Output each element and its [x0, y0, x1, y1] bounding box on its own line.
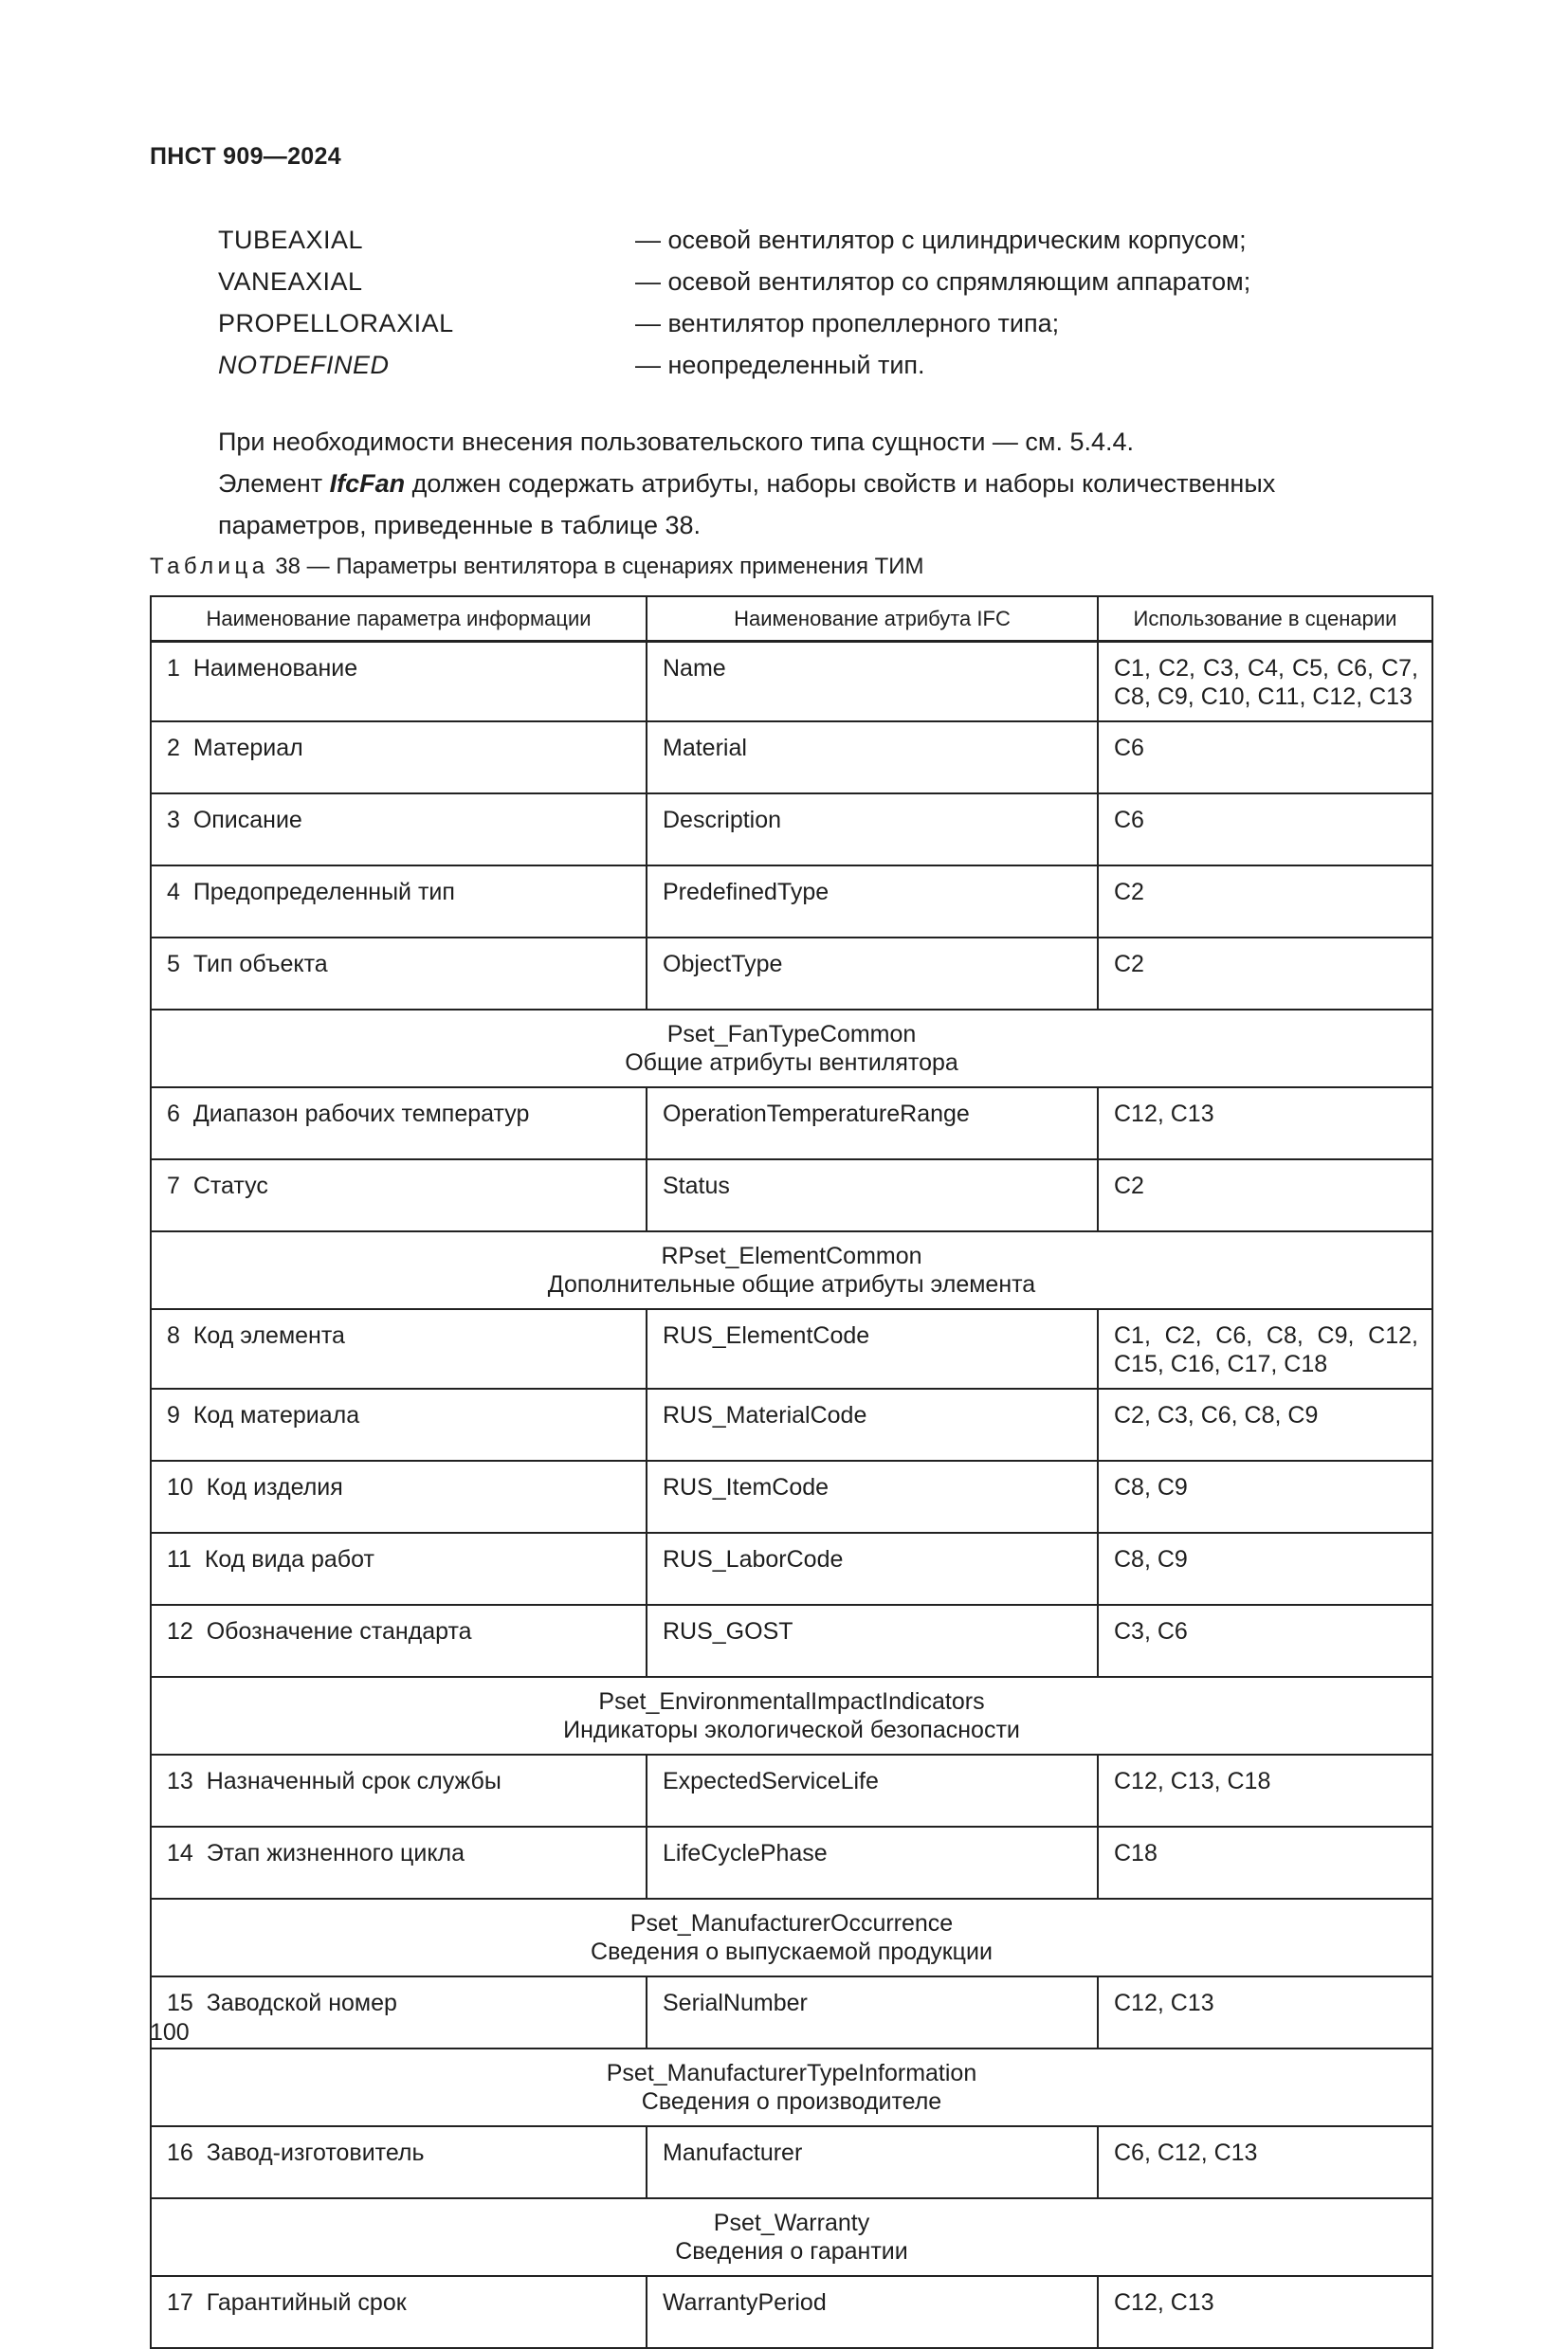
ifc-attribute-cell: ExpectedServiceLife: [647, 1755, 1098, 1827]
table-caption: [150, 554, 924, 580]
enum-code: PROPELLORAXIAL: [218, 309, 454, 337]
enum-list: [218, 226, 1356, 392]
parameter-name: Описание: [192, 807, 302, 833]
standard-designation: ПНСТ 909—2024: [150, 143, 341, 170]
parameter-number: 15: [167, 1990, 193, 2016]
table-row: [151, 1827, 1432, 1899]
paragraph-text: При необходимости внесения пользовательского типа сущности — см. 5.4.4.: [218, 428, 1135, 456]
parameter-name-cell: [151, 865, 647, 938]
property-set-name: Pset_ManufacturerOccurrence: [629, 1910, 954, 1937]
scenario-usage-cell: С2: [1098, 938, 1432, 1010]
parameter-name: Гарантийный срок: [206, 2289, 407, 2316]
table-row: [151, 938, 1432, 1010]
ifc-attribute-cell: Manufacturer: [647, 2126, 1098, 2198]
scenario-usage-cell: С12, С13: [1098, 1976, 1432, 2049]
property-set-description: Сведения о гарантии: [675, 2238, 908, 2265]
parameter-name-cell: [151, 938, 647, 1010]
enum-code: TUBEAXIAL: [218, 226, 364, 254]
parameter-name: Материал: [192, 735, 303, 761]
parameter-name: Этап жизненного цикла: [206, 1840, 465, 1866]
parameter-number: 12: [167, 1618, 193, 1645]
property-set-name: RPset_ElementCommon: [661, 1243, 922, 1269]
parameter-number: 7: [167, 1173, 180, 1199]
table-group-row: [151, 2198, 1432, 2276]
ifc-attribute-cell: Name: [647, 642, 1098, 722]
parameter-name-cell: [151, 642, 647, 722]
property-set-header: [151, 1010, 1432, 1087]
property-set-description: Общие атрибуты вентилятора: [625, 1049, 958, 1076]
column-header-usage: Использование в сценарии: [1098, 596, 1432, 642]
property-set-header: [151, 1899, 1432, 1976]
parameter-number: 13: [167, 1768, 193, 1794]
table-group-row: [151, 1899, 1432, 1976]
parameter-name: Статус: [192, 1173, 268, 1199]
property-set-name: Pset_Warranty: [713, 2210, 870, 2236]
parameter-name-cell: [151, 1159, 647, 1231]
enum-code: NOTDEFINED: [218, 351, 390, 379]
property-set-name: Pset_FanTypeCommon: [666, 1021, 917, 1047]
table-row: [151, 865, 1432, 938]
property-set-name: Pset_ManufacturerTypeInformation: [606, 2060, 977, 2086]
parameter-number: 8: [167, 1322, 180, 1349]
paragraph-ifcfan: [150, 463, 1430, 546]
scenario-usage-cell: С8, С9: [1098, 1533, 1432, 1605]
parameter-number: 11: [167, 1546, 191, 1573]
ifc-attribute-cell: SerialNumber: [647, 1976, 1098, 2049]
property-set-header: [151, 1231, 1432, 1309]
enum-item: [218, 309, 1356, 351]
parameter-name-cell: [151, 1309, 647, 1389]
scenario-usage-cell: С6: [1098, 793, 1432, 865]
ifc-attribute-cell: Description: [647, 793, 1098, 865]
scenario-usage-cell: С8, С9: [1098, 1461, 1432, 1533]
parameter-name: Наименование: [192, 655, 358, 682]
table-row: [151, 1309, 1432, 1389]
table-row: [151, 1087, 1432, 1159]
parameter-name: Код элемента: [192, 1322, 345, 1349]
enum-description: — осевой вентилятор со спрямляющим аппаратом;: [635, 267, 1251, 296]
parameter-name: Код вида работ: [204, 1546, 374, 1573]
paragraph-text: [150, 463, 1430, 546]
ifc-attribute-cell: RUS_GOST: [647, 1605, 1098, 1677]
parameter-number: 10: [167, 1474, 193, 1501]
table-row: [151, 721, 1432, 793]
table-row: [151, 1159, 1432, 1231]
table-group-row: [151, 1010, 1432, 1087]
enum-code: VANEAXIAL: [218, 267, 363, 296]
ifc-attribute-cell: LifeCyclePhase: [647, 1827, 1098, 1899]
scenario-usage-cell: С3, С6: [1098, 1605, 1432, 1677]
ifc-attribute-cell: OperationTemperatureRange: [647, 1087, 1098, 1159]
table-group-row: [151, 2049, 1432, 2126]
parameters-table: [150, 595, 1433, 2349]
parameter-name-cell: [151, 721, 647, 793]
property-set-header: [151, 2049, 1432, 2126]
scenario-usage-cell: С18: [1098, 1827, 1432, 1899]
parameter-name: Завод-изготовитель: [206, 2140, 425, 2166]
ifc-attribute-cell: RUS_ElementCode: [647, 1309, 1098, 1389]
parameter-name: Заводской номер: [206, 1990, 397, 2016]
parameter-number: 4: [167, 879, 180, 905]
parameter-number: 2: [167, 735, 180, 761]
ifc-attribute-cell: Status: [647, 1159, 1098, 1231]
property-set-header: [151, 1677, 1432, 1755]
scenario-usage-cell: С1, С2, С6, С8, С9, С12, С15, С16, С17, С18: [1098, 1309, 1432, 1389]
parameter-name-cell: [151, 2276, 647, 2348]
column-header-parameter: Наименование параметра информации: [151, 596, 647, 642]
table-row: [151, 1533, 1432, 1605]
parameter-name: Тип объекта: [192, 951, 328, 977]
table-row: [151, 793, 1432, 865]
property-set-description: Сведения о выпускаемой продукции: [591, 1939, 993, 1965]
column-header-attribute: Наименование атрибута IFC: [647, 596, 1098, 642]
table-row: [151, 1976, 1432, 2049]
enum-item: [218, 351, 1356, 392]
parameter-name-cell: [151, 1087, 647, 1159]
scenario-usage-cell: С2: [1098, 1159, 1432, 1231]
table-group-row: [151, 1677, 1432, 1755]
parameter-number: 17: [167, 2289, 193, 2316]
ifc-attribute-cell: RUS_LaborCode: [647, 1533, 1098, 1605]
parameter-number: 16: [167, 2140, 193, 2166]
scenario-usage-cell: С12, С13: [1098, 2276, 1432, 2348]
parameter-number: 5: [167, 951, 180, 977]
table-row: [151, 1389, 1432, 1461]
page-number: 100: [150, 2019, 190, 2046]
parameter-name-cell: [151, 793, 647, 865]
scenario-usage-cell: С12, С13, С18: [1098, 1755, 1432, 1827]
entity-name: IfcFan: [329, 469, 406, 498]
parameter-name-cell: [151, 1533, 647, 1605]
scenario-usage-cell: С12, С13: [1098, 1087, 1432, 1159]
ifc-attribute-cell: PredefinedType: [647, 865, 1098, 938]
property-set-description: Сведения о производителе: [641, 2088, 942, 2115]
table-row: [151, 2276, 1432, 2348]
ifc-attribute-cell: RUS_ItemCode: [647, 1461, 1098, 1533]
enum-item: [218, 267, 1356, 309]
table-row: [151, 1461, 1432, 1533]
scenario-usage-cell: С1, С2, С3, С4, С5, С6, С7, С8, С9, С10, С11, С12, С13: [1098, 642, 1432, 722]
parameter-name-cell: [151, 1605, 647, 1677]
ifc-attribute-cell: WarrantyPeriod: [647, 2276, 1098, 2348]
enum-description: — осевой вентилятор с цилиндрическим корпусом;: [635, 226, 1247, 254]
table-body: [151, 642, 1432, 2349]
property-set-name: Pset_EnvironmentalImpactIndicators: [598, 1688, 985, 1715]
parameter-name-cell: [151, 1755, 647, 1827]
parameter-name: Предопределенный тип: [192, 879, 455, 905]
parameter-name-cell: [151, 1461, 647, 1533]
table-caption-text: 38 — Параметры вентилятора в сценариях применения ТИМ: [275, 554, 924, 579]
parameter-number: 6: [167, 1101, 180, 1127]
scenario-usage-cell: С6: [1098, 721, 1432, 793]
table-header-row: [151, 596, 1432, 642]
parameter-name: Код изделия: [206, 1474, 343, 1501]
property-set-description: Дополнительные общие атрибуты элемента: [547, 1271, 1036, 1298]
parameter-number: 14: [167, 1840, 193, 1866]
ifc-attribute-cell: ObjectType: [647, 938, 1098, 1010]
paragraph-custom-type: [150, 421, 1430, 463]
ifc-attribute-cell: RUS_MaterialCode: [647, 1389, 1098, 1461]
parameter-name-cell: [151, 1827, 647, 1899]
paragraph-text-part: должен содержать атрибуты, наборы свойств и наборы количественных параметров, приведенные в таблице 38.: [218, 469, 1276, 539]
table-row: [151, 2126, 1432, 2198]
parameter-name: Код материала: [192, 1402, 360, 1429]
enum-description: — вентилятор пропеллерного типа;: [635, 309, 1060, 337]
parameter-name: Назначенный срок службы: [206, 1768, 501, 1794]
table-row: [151, 1755, 1432, 1827]
parameter-name: Обозначение стандарта: [206, 1618, 472, 1645]
property-set-header: [151, 2198, 1432, 2276]
table-row: [151, 1605, 1432, 1677]
table-group-row: [151, 1231, 1432, 1309]
table-row: [151, 642, 1432, 722]
parameter-number: 3: [167, 807, 180, 833]
paragraph-text-part: Элемент: [218, 469, 330, 498]
enum-description: — неопределенный тип.: [635, 351, 925, 379]
parameter-name-cell: [151, 1389, 647, 1461]
enum-item: [218, 226, 1356, 267]
parameter-number: 9: [167, 1402, 180, 1429]
parameter-name-cell: [151, 2126, 647, 2198]
scenario-usage-cell: С2, С3, С6, С8, С9: [1098, 1389, 1432, 1461]
parameter-number: 1: [167, 655, 180, 682]
parameter-name: Диапазон рабочих температур: [192, 1101, 530, 1127]
scenario-usage-cell: С2: [1098, 865, 1432, 938]
table-caption-label: Таблица: [150, 554, 269, 579]
scenario-usage-cell: С6, С12, С13: [1098, 2126, 1432, 2198]
ifc-attribute-cell: Material: [647, 721, 1098, 793]
parameter-name-cell: [151, 1976, 647, 2049]
property-set-description: Индикаторы экологической безопасности: [563, 1717, 1020, 1743]
